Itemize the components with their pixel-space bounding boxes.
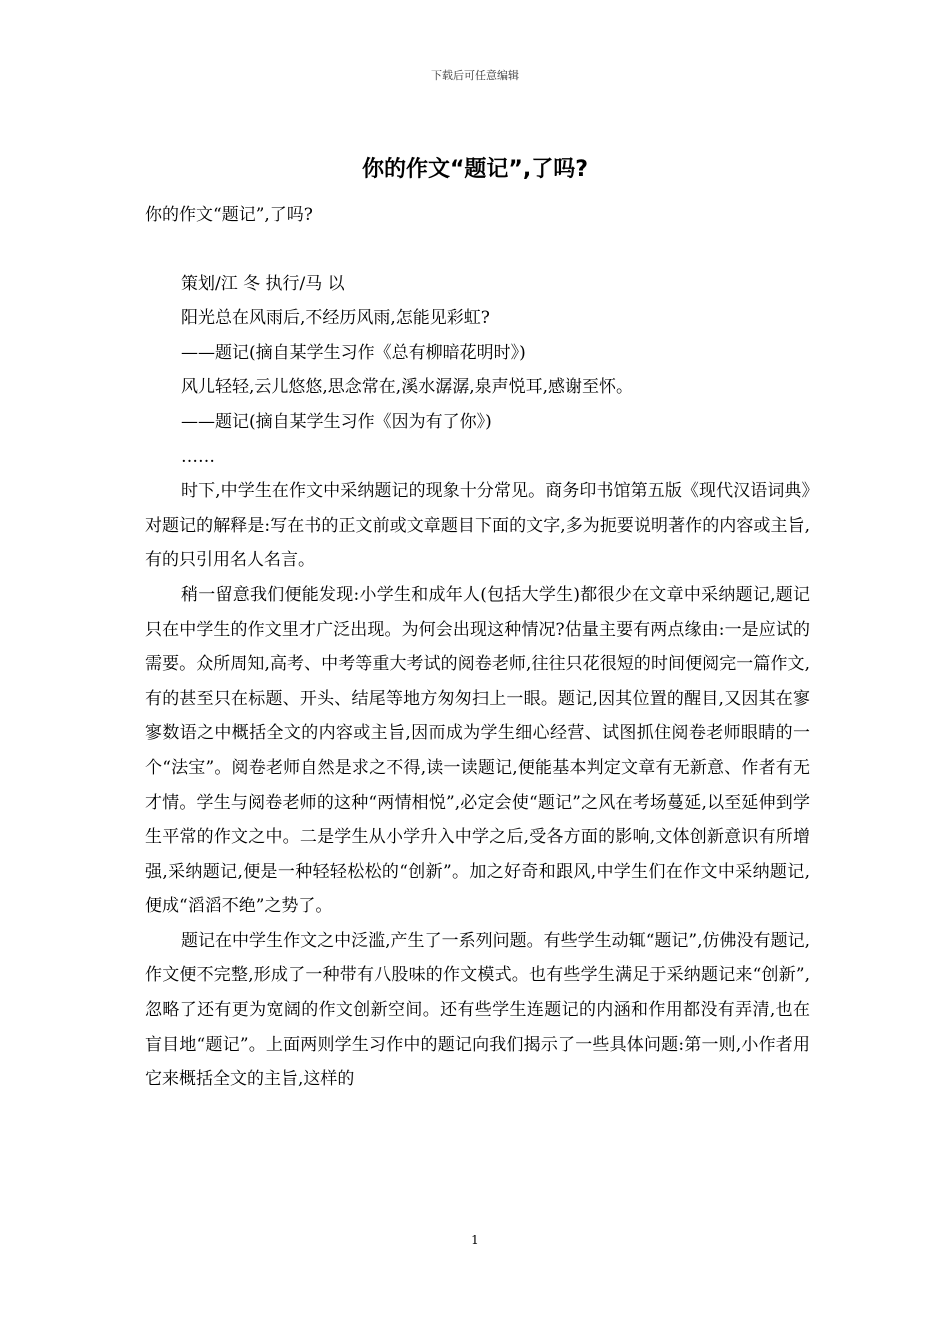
epigraph-line: 阳光总在风雨后,不经历风雨,怎能见彩虹? [181, 308, 490, 329]
document-title: 你的作文“题记”,了吗? [361, 157, 589, 182]
ellipsis: …… [181, 446, 215, 467]
epigraph-source: ——题记(摘自某学生习作《因为有了你》) [181, 411, 492, 432]
body-paragraph: 题记在中学生作文之中泛滥,产生了一系列问题。有些学生动辄“题记”,仿佛没有题记,作文便不完整,形成了一种带有八股味的作文模式。也有些学生满足于采纳题记来“创新”,忽略了还有更为宽阔的作文创新空间。还有些学生连题记的内涵和作用都没有弄清,也在盲目地“题记”。上面两则学生习作中的题记向我们揭示了一些具体问题:第一则,小作者用它来概括全文的主旨,这样的 [145, 930, 810, 1090]
credits-line: 策划/江 冬 执行/马 以 [181, 273, 345, 294]
epigraph-line: 风儿轻轻,云儿悠悠,思念常在,溪水潺潺,泉声悦耳,感谢至怀。 [181, 377, 634, 398]
page-number: 1 [471, 1233, 479, 1247]
page-header: 下载后可任意编辑 [431, 69, 519, 82]
blank-line [145, 233, 810, 267]
epigraph-source: ——题记(摘自某学生习作《总有柳暗花明时》) [181, 342, 526, 363]
document-body [145, 198, 810, 1097]
subtitle: 你的作文“题记”,了吗? [145, 205, 313, 225]
body-paragraph: 稍一留意我们便能发现:小学生和成年人(包括大学生)都很少在文章中采纳题记,题记只在中学生的作文里才广泛出现。为何会出现这种情况?估量主要有两点缘由:一是应试的需要。众所周知,高考、中考等重大考试的阅卷老师,往往只花很短的时间便阅完一篇作文,有的甚至只在标题、开头、结尾等地方匆匆扫上一眼。题记,因其位置的醒目,又因其在寥寥数语之中概括全文的内容或主旨,因而成为学生细心经营、试图抓住阅卷老师眼睛的一个“法宝”。阅卷老师自然是求之不得,读一读题记,便能基本判定文章有无新意、作者有无才情。学生与阅卷老师的这种“两情相悦”,必定会使“题记”之风在考场蔓延,以至延伸到学生平常的作文之中。二是学生从小学升入中学之后,受各方面的影响,文体创新意识有所增强,采纳题记,便是一种轻轻松松的“创新”。加之好奇和跟风,中学生们在作文中采纳题记,便成“滔滔不绝”之势了。 [145, 584, 810, 917]
body-paragraph: 时下,中学生在作文中采纳题记的现象十分常见。商务印书馆第五版《现代汉语词典》对题记的解释是:写在书的正文前或文章题目下面的文字,多为扼要说明著作的内容或主旨,有的只引用名人名言。 [145, 481, 810, 571]
